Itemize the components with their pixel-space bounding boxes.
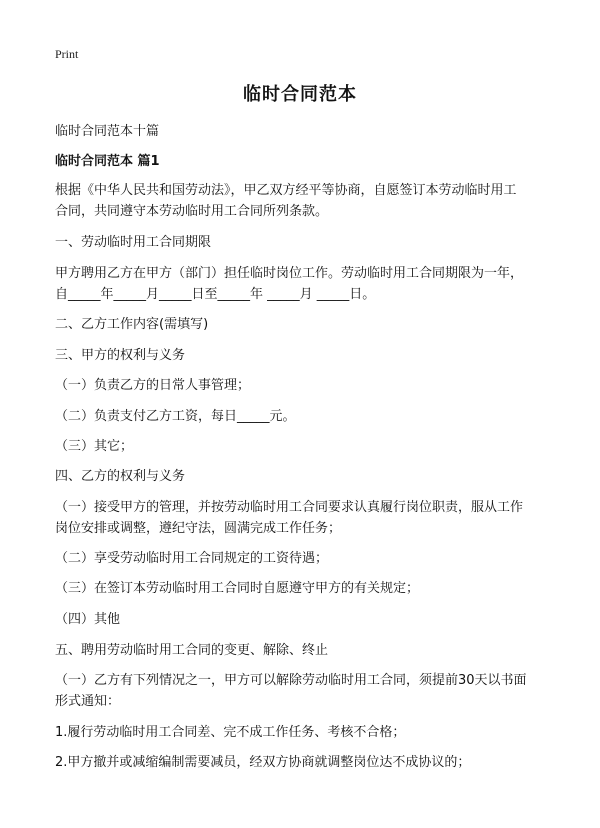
list-item: 2.甲方撤并或减缩编制需要减员，经双方协商就调整岗位达不成协议的； bbox=[55, 755, 471, 770]
paragraph-line: 自_____年_____月_____日至_____年 _____月 _____日。 bbox=[55, 287, 376, 302]
paragraph-line: 甲方聘用乙方在甲方（部门）担任临时岗位工作。劳动临时用工合同期限为一年， bbox=[55, 266, 524, 281]
list-item: （一）负责乙方的日常人事管理； bbox=[55, 378, 251, 393]
print-link[interactable]: Print bbox=[55, 47, 79, 61]
section-heading: 临时合同范本 篇1 bbox=[55, 154, 160, 169]
paragraph-line: 合同，共同遵守本劳动临时用工合同所列条款。 bbox=[55, 204, 329, 219]
list-item: （一）接受甲方的管理，并按劳动临时用工合同要求认真履行岗位职责，服从工作 bbox=[55, 500, 524, 515]
clause-heading: 二、乙方工作内容(需填写) bbox=[55, 317, 209, 332]
list-item: （二）享受劳动临时用工合同规定的工资待遇； bbox=[55, 551, 329, 566]
document-subtitle: 临时合同范本十篇 bbox=[55, 124, 160, 139]
list-item: （三）其它； bbox=[55, 439, 134, 454]
clause-heading: 三、甲方的权利与义务 bbox=[55, 348, 186, 363]
document-title: 临时合同范本 bbox=[243, 84, 357, 105]
paragraph-line: 根据《中华人民共和国劳动法》，甲乙双方经平等协商，自愿签订本劳动临时用工 bbox=[55, 183, 517, 198]
list-item: （四）其他 bbox=[55, 612, 121, 627]
list-item: （一）乙方有下列情况之一，甲方可以解除劳动临时用工合同，须提前30天以书面 bbox=[55, 673, 527, 688]
list-item: （三）在签订本劳动临时用工合同时自愿遵守甲方的有关规定； bbox=[55, 581, 420, 596]
list-item: 岗位安排或调整，遵纪守法，圆满完成工作任务； bbox=[55, 521, 342, 536]
clause-heading: 五、聘用劳动临时用工合同的变更、解除、终止 bbox=[55, 643, 329, 658]
list-item: 1.履行劳动临时用工合同差、完不成工作任务、考核不合格； bbox=[55, 725, 406, 740]
list-item: 形式通知： bbox=[55, 694, 121, 709]
list-item: （二）负责支付乙方工资，每日_____元。 bbox=[55, 409, 296, 424]
clause-heading: 四、乙方的权利与义务 bbox=[55, 469, 186, 484]
clause-heading: 一、劳动临时用工合同期限 bbox=[55, 235, 212, 250]
